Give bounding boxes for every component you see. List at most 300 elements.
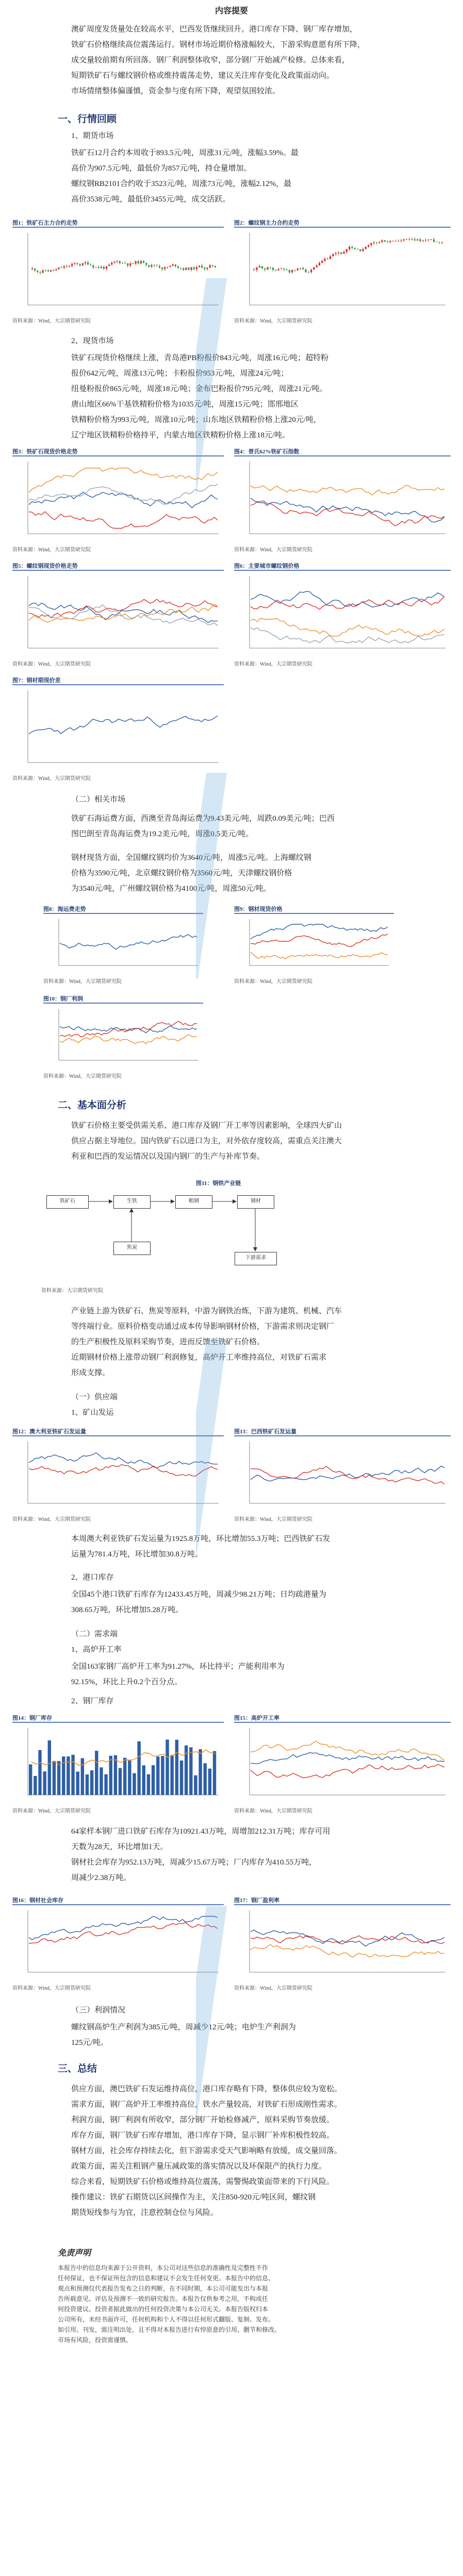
line-chart (234, 455, 451, 544)
text-line: 92.15%，环比上升0.2个百分点。 (71, 1678, 182, 1686)
bar (48, 1740, 51, 1795)
candle-body (61, 267, 62, 268)
line-chart (234, 1435, 451, 1514)
candle-body (376, 242, 377, 243)
candle-body (185, 267, 187, 270)
candle-body (143, 261, 144, 263)
candle-body (267, 267, 268, 270)
subsection-title: （一）供应端 (71, 1393, 118, 1401)
paragraph (71, 2020, 391, 2050)
paragraph (71, 1531, 391, 1562)
figure-source: 资料来源：Wind，大宗期货研究院 (43, 1074, 122, 1079)
candle-body (85, 262, 86, 263)
candle-body (289, 270, 290, 272)
section-title: 一、行情回顾 (58, 114, 117, 125)
line-chart-svg (12, 571, 224, 658)
figure-source: 资料来源：Wind，大宗期货研究院 (234, 662, 312, 667)
text-line: 库存方面，钢厂铁矿石库存增加，港口库存下降，显示钢厂补库积极性较高。 (71, 2131, 335, 2140)
candle-body (441, 242, 443, 243)
summary-line: 短期铁矿石与螺纹钢价格或维持震荡走势，建议关注库存变化及政策面动向。 (71, 72, 335, 80)
bar (137, 1741, 140, 1795)
series-line (251, 934, 388, 946)
bar (34, 1776, 37, 1795)
candle-body (209, 265, 211, 268)
candle-body (259, 266, 260, 267)
series-line (251, 924, 388, 939)
candle-body (42, 270, 44, 273)
text-line: 等终端行业。原料价格变动通过成本传导影响钢材价格，下游需求则决定钢厂 (71, 1323, 335, 1331)
text-line: 本周澳大利亚铁矿石发运量为1925.8万吨，环比增加55.3万吨；巴西铁矿石发 (71, 1535, 330, 1543)
candle-body (403, 240, 405, 241)
subsection-title: 1、期货市场 (71, 132, 114, 140)
line-chart-svg (43, 914, 203, 976)
bar (43, 1771, 46, 1795)
candle-body (201, 265, 203, 267)
figure-title: 图3：铁矿石现货价格走势 (12, 449, 78, 455)
text-line: 为3540元/吨，广州螺纹钢价格为4100元/吨，周涨50元/吨。 (71, 885, 271, 893)
text-line: 图巴朗至青岛海运费为19.2美元/吨，周涨0.5美元/吨。 (71, 830, 254, 838)
text-line: 全国45个港口铁矿石库存为12433.45万吨，周减少98.21万吨；日均疏港量为 (71, 1590, 327, 1599)
candle-body (37, 270, 38, 272)
candle-body (381, 240, 383, 242)
candle-body (47, 270, 49, 272)
candle-body (362, 249, 363, 251)
text-line: 政策方面，需关注粗钢产量压减政策的落实情况以及环保限产的执行力度。 (71, 2162, 327, 2171)
candle-body (321, 261, 323, 263)
figure-title: 图14：钢厂库存 (12, 1715, 52, 1721)
text-line: 运量为781.4万吨，环比增加30.8万吨。 (71, 1550, 203, 1558)
candle-body (113, 262, 115, 263)
candle-body (313, 267, 315, 270)
candle-body (34, 268, 36, 270)
text-line: 综合来看，短期铁矿石价格或维持高位震荡，需警惕政策面带来的下行风险。 (71, 2178, 335, 2186)
figure-title: 图17：钢厂盈利率 (234, 1897, 279, 1904)
candlestick-svg (234, 228, 451, 315)
disclaimer-text (58, 2263, 403, 2345)
candle-body (39, 272, 41, 273)
candle-body (140, 261, 142, 264)
text-line: 需求方面，钢厂高炉开工率维持高位，铁水产量较高，对铁矿石形成刚性需求。 (71, 2100, 342, 2109)
text-line: 全国163家钢厂高炉开工率为91.27%，环比持平；产能利用率为 (71, 1663, 285, 1671)
section-title: 二、基本面分析 (58, 1100, 127, 1111)
candle-body (206, 268, 208, 269)
bar (57, 1761, 60, 1795)
candle-body (346, 249, 348, 252)
paragraph (71, 1824, 391, 1886)
series-line (29, 492, 218, 507)
text-line: 天数为28天，环比增加1天。 (71, 1843, 168, 1851)
subsection-title: （二）需求端 (71, 1630, 118, 1638)
bar (76, 1772, 79, 1795)
candle-body (419, 240, 421, 241)
bar (189, 1747, 192, 1795)
figure-source: 资料来源：Wind，大宗期货研究院 (234, 979, 312, 985)
text-line: 铁矿石12月合约本周收于893.5元/吨，周涨31元/吨，涨幅3.59%。最 (71, 149, 299, 157)
line-chart-svg (234, 456, 451, 544)
text-line: 铁矿石海运费方面，西澳至青岛海运费为9.43美元/吨，周跌0.09美元/吨；巴西 (71, 815, 335, 823)
text-line: 的生产积极性及原料采购节奏，进而反馈至铁矿石价格。 (71, 1338, 265, 1346)
flow-node-pig-iron: 生铁 (113, 1195, 151, 1209)
bar-chart-svg (12, 1723, 224, 1805)
figure-title: 图7：钢材期现价差 (12, 677, 61, 684)
disclaimer-title: 免责声明 (58, 2249, 91, 2258)
candle-body (127, 263, 128, 266)
candlestick-svg (12, 228, 224, 315)
candle-body (329, 256, 331, 259)
candle-body (297, 268, 299, 270)
line-chart-svg (234, 1436, 451, 1514)
text-line: 如引用、刊发，需注明出处，且不得对本报告进行有悖原意的引用、删节和修改。 (58, 2326, 281, 2333)
flow-node-crude-steel: 粗钢 (175, 1195, 212, 1209)
figure-title: 图13：巴西铁矿石发运量 (234, 1429, 296, 1435)
bar (171, 1755, 174, 1795)
bar (38, 1750, 41, 1795)
figure-source: 资料来源：Wind，大宗期货研究院 (234, 1517, 312, 1522)
flow-node-coke: 焦炭 (113, 1242, 151, 1255)
candle-body (117, 261, 118, 262)
candle-body (76, 263, 78, 264)
candle-body (283, 268, 285, 269)
candle-body (148, 265, 150, 266)
candle-body (98, 267, 100, 268)
candle-body (378, 242, 380, 243)
text-line: 308.65万吨，环比增加5.28万吨。 (71, 1606, 184, 1614)
paragraph (71, 1303, 391, 1381)
candle-body (161, 267, 163, 269)
text-line: 操作建议：铁矿石期货以区间操作为主，关注850-920元/吨区间，螺纹钢 (71, 2193, 316, 2201)
figure-source: 资料来源：大宗期货研究院 (41, 1288, 103, 1294)
candle-body (177, 266, 179, 268)
candle-body (272, 268, 274, 270)
subsection-title: 2、港口库存 (71, 1573, 114, 1582)
series-line (60, 1021, 197, 1037)
line-chart (12, 570, 224, 658)
candle-body (253, 269, 255, 270)
series-line (29, 1465, 218, 1477)
candle-body (335, 253, 337, 254)
candle-body (193, 267, 195, 269)
candle-body (351, 247, 353, 248)
candle-body (389, 241, 391, 242)
candle-body (169, 266, 171, 267)
series-line (251, 618, 444, 636)
text-line: 钢材方面，社会库存持续去化，但下游需求受天气影响略有放缓，成交量回落。 (71, 2147, 342, 2155)
bar (86, 1774, 89, 1795)
paragraph (71, 2081, 391, 2221)
text-line: 供应方面，澳巴铁矿石发运维持高位，港口库存略有下降，整体供应较为宽松。 (71, 2085, 342, 2093)
text-line: 价格为3590元/吨，北京螺纹钢价格为3560元/吨，天津螺纹钢价格 (71, 869, 292, 877)
bar (71, 1755, 74, 1795)
candle-body (280, 268, 282, 269)
series-line (29, 716, 218, 734)
figure-source: 资料来源：Wind，大宗期货研究院 (12, 1517, 91, 1522)
candle-body (310, 269, 312, 272)
line-chart-svg (12, 1436, 224, 1514)
summary-line: 市场情绪整体偏谨慎，资金参与度有所下降，观望氛围较浓。 (71, 87, 280, 95)
candle-body (270, 267, 271, 268)
bar (166, 1740, 169, 1795)
bar (104, 1774, 107, 1795)
paragraph (71, 1659, 391, 1690)
text-line: 钢材社会库存为952.13万吨，周减少15.67万吨；厂内库存为410.55万吨， (71, 1858, 317, 1867)
candle-body (349, 247, 350, 249)
candle-body (286, 269, 287, 270)
line-chart (43, 1003, 203, 1071)
candle-body (31, 268, 33, 269)
bar (152, 1765, 155, 1795)
series-line (251, 1753, 444, 1764)
bar (119, 1768, 122, 1795)
figure-title: 图10：钢厂利润 (43, 996, 83, 1002)
text-line: 钢材现货方面，全国螺纹钢均价为3640元/吨，周涨5元/吨。上海螺纹钢 (71, 854, 311, 862)
text-line: 64家样本钢厂进口铁矿石库存为10921.43万吨，周增加212.31万吨；库存可用 (71, 1827, 330, 1836)
bar (90, 1770, 93, 1795)
candle-body (45, 270, 46, 271)
candle-body (384, 240, 386, 242)
series-line (251, 501, 444, 526)
candle-body (92, 265, 94, 267)
subsection-title: 2、钢厂库存 (71, 1697, 114, 1705)
text-line: 辽宁地区铁精粉价格持平，内蒙古地区铁精粉价格上涨18元/吨。 (71, 431, 290, 439)
line-chart-svg (12, 685, 224, 773)
candlestick-chart (12, 227, 224, 315)
text-line: 铁矿石现货价格继续上涨，青岛港PB粉报价843元/吨，周涨16元/吨；超特粉 (71, 354, 329, 362)
figure-source: 资料来源：Wind，大宗期货研究院 (12, 547, 91, 553)
bar (194, 1775, 197, 1795)
series-line (251, 498, 444, 522)
candle-body (87, 262, 89, 265)
candle-body (305, 269, 306, 272)
candle-body (261, 266, 263, 269)
flowchart (41, 1190, 361, 1283)
series-line (251, 1466, 444, 1481)
candle-body (111, 263, 112, 265)
line-chart (234, 1722, 451, 1805)
line-chart (12, 1435, 224, 1514)
candle-body (138, 261, 139, 264)
text-line: 告所载意见、评估及预测不一致的研究报告。本报告仅供参考之用，不构成任 (58, 2295, 269, 2302)
candle-body (132, 263, 134, 264)
series-line (29, 1453, 218, 1468)
candle-body (316, 265, 318, 267)
candle-body (340, 252, 342, 254)
bar (180, 1760, 183, 1795)
text-line: 形成支撑。 (71, 1369, 110, 1377)
summary-paragraph (71, 22, 391, 99)
bar (29, 1765, 32, 1795)
flow-node-steel: 钢材 (237, 1195, 274, 1209)
bar (100, 1767, 103, 1795)
line-chart-svg (12, 1905, 224, 1982)
candle-body (338, 252, 339, 253)
paragraph (71, 1587, 391, 1618)
candle-body (308, 272, 309, 273)
figure-title: 图12：澳大利亚铁矿石发运量 (12, 1429, 86, 1435)
bar (213, 1751, 216, 1795)
candle-body (196, 267, 197, 269)
text-line: 螺纹钢RB2101合约收于3523元/吨，周涨73元/吨，涨幅2.12%，最 (71, 180, 292, 188)
candle-body (343, 252, 344, 254)
text-line: 周减少2.38万吨。 (71, 1874, 131, 1882)
section-title: 三、总结 (58, 2063, 97, 2074)
text-line: 近期钢材价格上涨带动钢厂利润修复，高炉开工率维持高位，对铁矿石需求 (71, 1353, 327, 1362)
bar (142, 1765, 145, 1795)
bar (133, 1773, 136, 1795)
bar (204, 1763, 207, 1795)
candle-body (438, 242, 440, 243)
candle-body (191, 267, 192, 270)
candle-body (50, 270, 52, 272)
candle-body (101, 267, 102, 268)
candle-body (370, 243, 372, 245)
candle-body (264, 268, 266, 269)
summary-line: 澳矿周度发货量处在较高水平，巴西发货继续回升。港口库存下降、钢厂库存增加， (71, 25, 358, 33)
text-line: 铁精粉价格为993元/吨，周涨10元/吨；山东地区铁精粉价格上涨20元/吨， (71, 416, 322, 424)
candle-body (164, 267, 166, 269)
candle-body (324, 259, 325, 261)
summary-line: 铁矿石价格继续高位震荡运行。钢材市场近期价格涨幅较大，下游采购意愿有所下降， (71, 41, 366, 49)
figure-source: 资料来源：Wind，大宗期货研究院 (234, 318, 312, 324)
line-chart (234, 570, 451, 658)
text-line: 利亚和巴西的发运情况以及国内钢厂的生产与补库节奏。 (71, 1153, 265, 1161)
text-line: 期货短线参与为宜，注意控制仓位与风险。 (71, 2209, 219, 2217)
series-line (251, 486, 444, 495)
bar (81, 1758, 84, 1795)
series-line (60, 935, 197, 950)
candle-body (129, 263, 131, 266)
subsection-title: （三）利润情况 (71, 2006, 126, 2014)
bar (147, 1774, 150, 1795)
bar (109, 1756, 112, 1795)
text-line: 市场有风险，投资需谨慎。 (58, 2336, 133, 2344)
line-chart-svg (43, 1004, 203, 1071)
candle-body (204, 268, 205, 269)
bar (114, 1755, 117, 1795)
paragraph (71, 350, 391, 443)
text-line: 纽曼粉报价865元/吨，周涨18元/吨；金布巴粉报价795元/吨，周涨21元/吨。 (71, 385, 327, 393)
candle-body (214, 266, 216, 267)
bar-line-chart (12, 1722, 224, 1805)
bar (128, 1760, 131, 1795)
bar (156, 1756, 159, 1795)
candle-body (159, 266, 160, 267)
candle-body (354, 248, 356, 249)
candle-body (135, 261, 137, 264)
figure-title: 图6：主要城市螺纹钢价格 (234, 563, 300, 569)
candle-body (55, 269, 57, 270)
text-line: 高价3538元/吨，最低价3455元/吨，成交活跃。 (71, 195, 230, 204)
line-chart (12, 455, 224, 544)
line-chart (12, 684, 224, 773)
figure-title: 图16：钢材社会库存 (12, 1897, 63, 1904)
candle-body (291, 270, 293, 273)
figure-title: 图8：海运费走势 (43, 906, 86, 912)
candle-body (188, 267, 189, 270)
candle-body (58, 267, 59, 269)
line-chart (234, 1904, 451, 1982)
candle-body (145, 263, 147, 265)
candle-body (183, 268, 184, 270)
candle-body (63, 266, 65, 268)
line-chart (12, 1904, 224, 1982)
figure-source: 资料来源：Wind，大宗期货研究院 (234, 1808, 312, 1814)
summary-title: 内容提要 (214, 7, 248, 15)
figure-title: 图5：螺纹钢现货价格走势 (12, 563, 78, 569)
figure-source: 资料来源：Wind，大宗期货研究院 (12, 662, 91, 667)
line-chart-svg (234, 571, 451, 658)
bar (161, 1756, 164, 1795)
series-line (29, 603, 218, 623)
candle-body (398, 241, 399, 242)
bar (53, 1761, 56, 1795)
series-line (251, 1930, 444, 1946)
candle-body (82, 263, 84, 265)
text-line: 任何保证，也不保证所包含的信息和建议不会发生任何变更。本报告中的信息、 (58, 2275, 275, 2282)
figure-source: 资料来源：Wind，大宗期货研究院 (12, 1986, 91, 1991)
subsection-title: 2、现货市场 (71, 337, 114, 345)
text-line: 利润方面，钢厂利润有所收窄，部分钢厂开始检修减产，原料采购节奏放缓。 (71, 2116, 335, 2124)
paragraph (71, 811, 391, 842)
figure-title: 图15：高炉开工率 (234, 1715, 279, 1721)
figure-source: 资料来源：Wind，大宗期货研究院 (12, 776, 91, 782)
text-line: 高价为907.5元/吨，最低价为857元/吨，持仓量增加。 (71, 164, 252, 173)
candle-body (119, 261, 121, 263)
series-line (29, 1922, 218, 1943)
candle-body (414, 240, 416, 241)
text-line: 螺纹钢高炉生产利润为385元/吨，周减少12元/吨；电炉生产利润为 (71, 2023, 296, 2031)
candle-body (212, 265, 213, 266)
flow-node-ore: 铁矿石 (46, 1195, 89, 1209)
candle-body (425, 240, 426, 241)
candle-body (74, 263, 75, 264)
candle-body (433, 240, 435, 242)
figure-source: 资料来源：Wind，大宗期货研究院 (12, 318, 91, 324)
text-line: 供应占据主导地位。国内铁矿石以进口为主，对外依存度较高，需重点关注澳大 (71, 1137, 342, 1145)
text-line: 铁矿石价格主要受供需关系、港口库存及钢厂开工率等因素影响，全球四大矿山 (71, 1122, 342, 1130)
text-line: 何投资建议。投资者据此做出的任何投资决策与本公司无关。本报告版权归本 (58, 2306, 269, 2313)
paragraph (71, 145, 391, 207)
text-line: 观点和预测仅代表报告发布之日的判断，在不同时期，本公司可能发出与本报 (58, 2285, 269, 2292)
candle-body (256, 267, 257, 270)
bar (199, 1749, 202, 1795)
series-line (251, 952, 388, 959)
line-chart (234, 913, 394, 976)
candle-body (199, 265, 200, 267)
series-line (29, 1917, 218, 1940)
series-line (251, 1765, 444, 1778)
candle-body (156, 265, 158, 266)
candle-body (365, 247, 367, 249)
line-chart-svg (12, 456, 224, 544)
paragraph (71, 1118, 391, 1164)
candle-body (103, 267, 105, 269)
figure-source: 资料来源：Wind，大宗期货研究院 (12, 1808, 91, 1814)
candle-body (417, 240, 418, 241)
subsection-title: 1、高炉开工率 (71, 1646, 122, 1654)
text-line: 125元/吨。 (71, 2039, 108, 2047)
series-line (251, 1936, 444, 1944)
figure-title: 图11：钢铁产业链 (196, 1180, 241, 1187)
candle-body (71, 264, 73, 266)
paragraph (71, 850, 391, 896)
line-chart-svg (234, 914, 394, 976)
line-chart-svg (234, 1905, 451, 1982)
bar (95, 1751, 98, 1795)
candle-body (79, 264, 81, 266)
text-line: 唐山地区66%干基铁精粉价格为1035元/吨，周涨15元/吨；邯邢地区 (71, 400, 299, 409)
figure-source: 资料来源：Wind，大宗期货研究院 (43, 979, 122, 985)
candle-body (106, 266, 107, 269)
